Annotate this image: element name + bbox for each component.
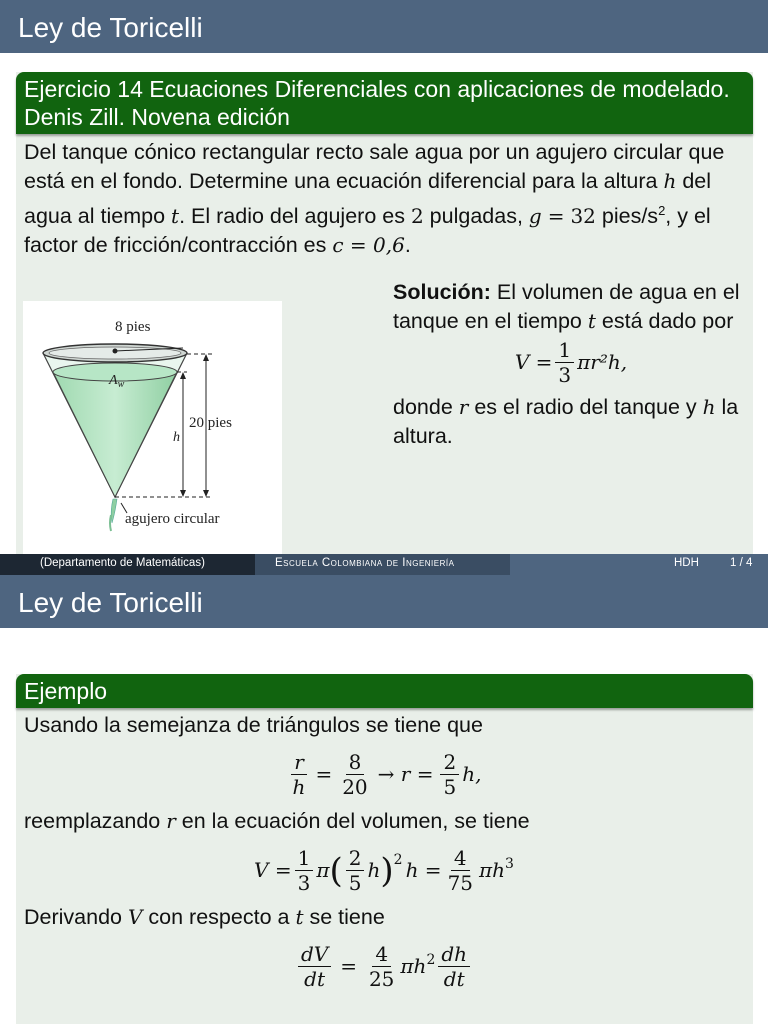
slide-1-title: Ley de Toricelli [18, 12, 203, 43]
hole-label: agujero circular [125, 511, 220, 527]
gravity-units: pies/s [601, 204, 659, 229]
frac-den: 3 [558, 363, 572, 387]
units-exponent: 2 [658, 203, 666, 218]
hole-radius-value: 2 [410, 204, 424, 229]
similar-triangles-equation: $\frac{r}{h}$ = $\frac{8}{20}$ → r = $\frac{2}{5}$ h, [292, 750, 482, 799]
gravity-value: 32 [570, 204, 596, 229]
exercise-statement [16, 134, 753, 268]
derivative-equation: $\frac{dV}{dt}$ = $\frac{4}{25}$ πh $^2$ $\frac{dh}{dt}$ [24, 942, 744, 991]
example-block [16, 674, 753, 1024]
slide-2-title-bar [0, 575, 768, 628]
water-body [53, 372, 177, 497]
slide-1-title-bar [0, 0, 768, 53]
top-diameter-label: 8 pies [115, 319, 151, 335]
statement-text-2: del agua al tiempo [24, 169, 712, 229]
slide-footer [0, 554, 768, 575]
cone-diagram [23, 301, 282, 554]
area-label: $A_w$ [109, 373, 125, 390]
solution-text-5: la altura. [393, 395, 739, 448]
cone-tank-figure [23, 301, 282, 554]
footer-department: (Departamento de Matemáticas) [40, 557, 205, 569]
statement-end: . [404, 233, 411, 258]
equals-sign: = [547, 204, 565, 229]
friction-factor-expr: c = 0,6 [332, 233, 405, 258]
example-line-3: Derivando V con respecto a t se tiene [24, 905, 385, 929]
frac-num: 1 [555, 338, 574, 363]
solution-text [393, 278, 749, 451]
var-h: h [663, 169, 677, 193]
statement-text-3: . El radio del agujero es [179, 204, 405, 229]
example-line-2: reemplazando r en la ecuación del volumen, se tiene [24, 809, 530, 833]
statement-text-6: , y el factor de fricción/contracción es [24, 204, 711, 258]
volume-equation [393, 338, 749, 387]
example-line-1: Usando la semejanza de triángulos se tiene que [24, 713, 483, 737]
footer-institution: Escuela Colombiana de Ingeniería [275, 557, 455, 569]
example-block-title: Ejemplo [16, 674, 753, 708]
var-g: g [528, 204, 542, 229]
solution-text-3: donde [393, 395, 453, 419]
volume-h-equation: V = $\frac{1}{3}$ π ( $\frac{2}{5}$ h ) $^2$ h = $\frac{4}{75}$ πh $^3$ [254, 846, 514, 895]
solution-var-h: h [702, 395, 716, 419]
h-label: h [173, 430, 180, 445]
height-20-label: 20 pies [189, 415, 232, 431]
slide-2-title: Ley de Toricelli [18, 587, 203, 618]
exercise-block-title: Ejercicio 14 Ecuaciones Diferenciales con aplicaciones de modelado. Denis Zill. Novena edición [16, 72, 753, 134]
solution-text-2: está dado por [601, 309, 734, 333]
solution-text-1: El volumen de agua en el tanque en el tiempo [393, 280, 740, 333]
exercise-block [16, 72, 753, 554]
slide-2 [0, 575, 768, 1024]
var-t: t [171, 204, 180, 229]
solution-var-t: t [587, 309, 596, 333]
example-body [16, 708, 753, 999]
statement-text-1: Del tanque cónico rectangular recto sale agua por un agujero circular que está en el fondo. Determine una ecuación diferencial para la altura [24, 140, 725, 193]
footer-author: HDH [674, 557, 699, 569]
footer-page-number: 1 / 4 [730, 557, 753, 569]
solution-text-4: es el radio del tanque y [474, 395, 697, 419]
solution-var-r: r [458, 395, 469, 419]
solution-label: Solución: [393, 280, 491, 304]
volume-lhs: V = [514, 350, 553, 374]
statement-text-4: pulgadas, [429, 204, 523, 229]
volume-rhs: πr²h, [577, 350, 628, 374]
